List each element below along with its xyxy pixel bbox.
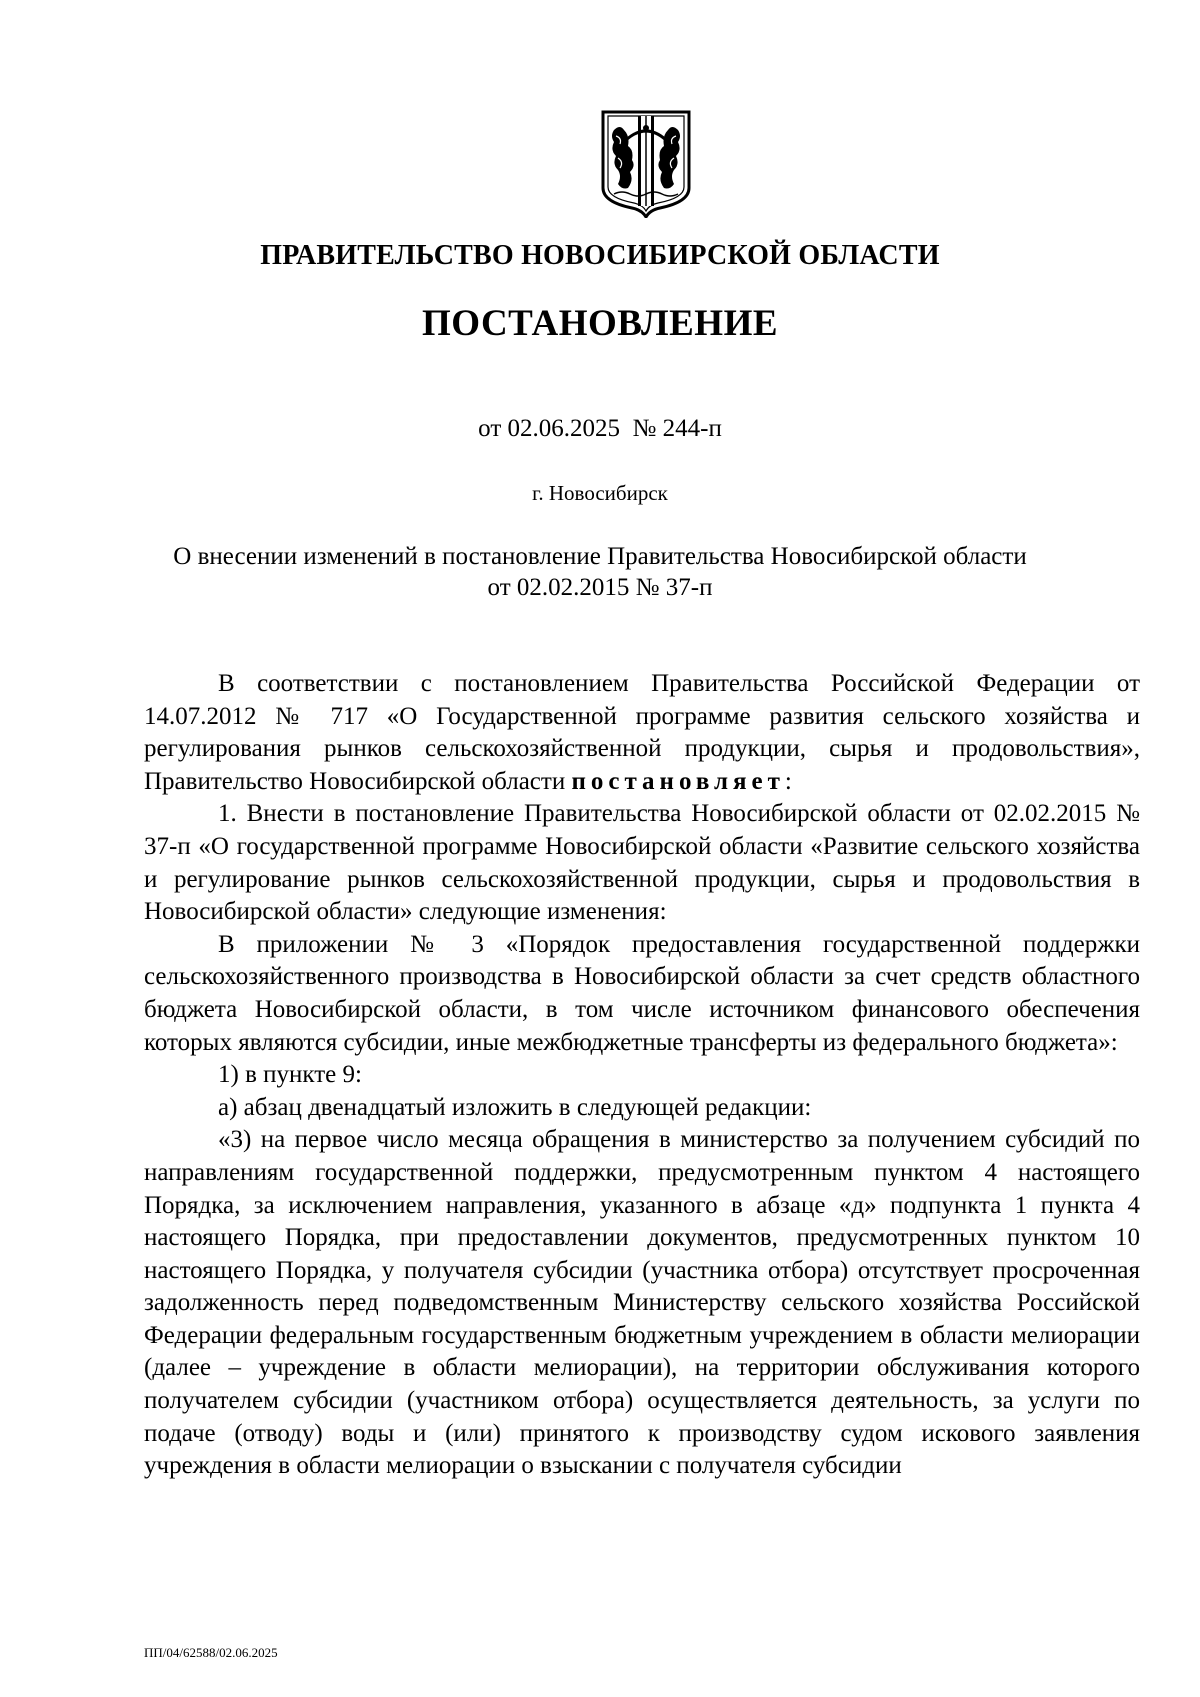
document-type-title: ПОСТАНОВЛЕНИЕ — [421, 303, 779, 344]
decree-word: постановляет — [571, 767, 785, 795]
body-paragraph-1-end: : — [784, 767, 792, 795]
body-paragraph-6: «3) на первое число месяца обращения в министерство за получением субсидий по направлениям государственной поддержки, предусмотренным пунктом 4 настоящего Порядка, за исключением направления, указанного в абзаце «д» подпункта 1 пункта 4 настоящего Порядка, при предоставлении документов, предусмотренных пунктом 10 настоящего Порядка, у получателя субсидии (участника отбора) отсутствует просроченная задолженность перед подведомственным Министерству сельского хозяйства Российской Федерации федеральным государственным бюджетным учреждением в области мелиорации (далее – учреждение в области мелиорации), на территории обслуживания которого получателем субсидии (участником отбора) осуществляется деятельность, за услуги по подаче (отводу) воды и (или) принятого к производству судом искового заявления учреждения в области мелиорации о взыскании с получателя субсидии — [144, 1126, 1140, 1480]
subject-line-1: О внесении изменений в постановление Правительства Новосибирской области — [173, 543, 1027, 570]
document-city: г. Новосибирск — [532, 481, 668, 505]
novosibirsk-coat-of-arms-icon — [600, 110, 692, 218]
document-number: № 244-п — [632, 415, 722, 442]
document-code-footer: ПП/04/62588/02.06.2025 — [144, 1645, 278, 1660]
body-paragraph-5: а) абзац двенадцатый изложить в следующей редакции: — [218, 1093, 812, 1121]
document-body — [144, 668, 1140, 1483]
body-paragraph-3: В приложении № 3 «Порядок предоставления государственной поддержки сельскохозяйственного производства в Новосибирской области за счет средств областного бюджета Новосибирской области, в том числе источником финансового обеспечения которых являются субсидии, иные межбюджетные трансферты из федерального бюджета»: — [144, 930, 1140, 1056]
subject-line-2: от 02.02.2015 № 37-п — [487, 574, 713, 601]
document-date-number — [0, 415, 1200, 443]
body-paragraph-4: 1) в пункте 9: — [218, 1061, 362, 1089]
organization-title: ПРАВИТЕЛЬСТВО НОВОСИБИРСКОЙ ОБЛАСТИ — [260, 240, 940, 271]
document-subject — [100, 541, 1100, 603]
document-date: от 02.06.2025 — [478, 415, 621, 442]
body-paragraph-1-main: В соответствии с постановлением Правительства Российской Федерации от 14.07.2012 № 717 «О Государственной программе развития сельского хозяйства и регулирования рынков сельскохозяйственной продукции, сырья и продовольствия», Правительство Новосибирской области — [144, 670, 1140, 795]
body-paragraph-1 — [144, 668, 1140, 798]
body-paragraph-2: 1. Внести в постановление Правительства Новосибирской области от 02.02.2015 № 37-п «О государственной программе Новосибирской области «Развитие сельского хозяйства и регулирование рынков сельскохозяйственной продукции, сырья и продовольствия в Новосибирской области» следующие изменения: — [144, 800, 1140, 926]
